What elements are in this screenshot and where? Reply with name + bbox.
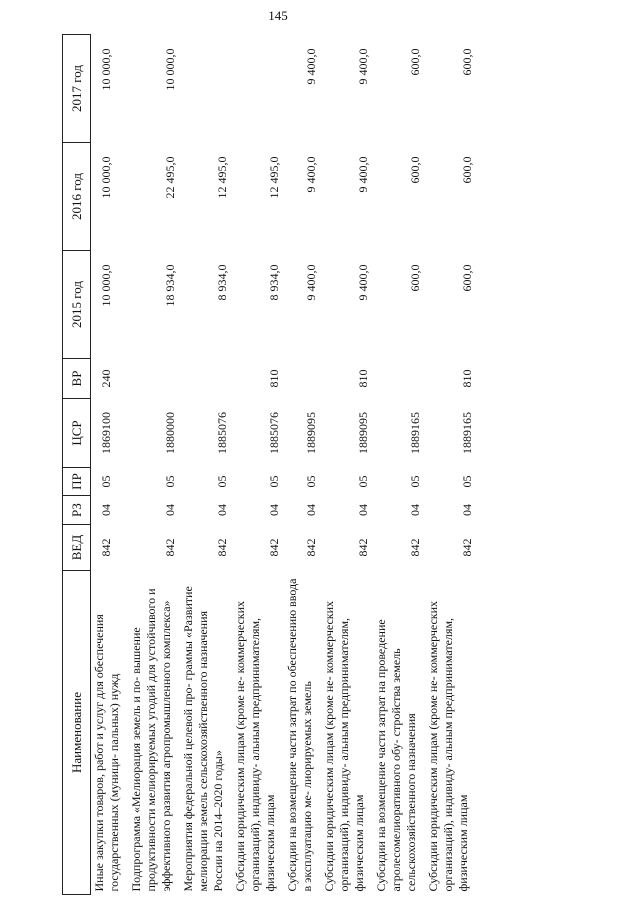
cell-name: Субсидии юридическим лицам (кроме не- коммерческих организаций), индивиду- альным предпринимателям, физическим лицам bbox=[233, 600, 277, 892]
cell-2016: 600,0 bbox=[408, 156, 422, 184]
table-row bbox=[425, 35, 477, 895]
table-row bbox=[91, 35, 129, 895]
cell-name: Субсидии юридическим лицам (кроме не- коммерческих организаций), индивиду- альным предпринимателям, физическим лицам bbox=[322, 600, 366, 892]
cell-rz: 04 bbox=[460, 504, 474, 516]
table-row bbox=[232, 35, 284, 895]
table-row bbox=[284, 35, 321, 895]
cell-rz: 04 bbox=[267, 504, 281, 516]
rotated-table-container bbox=[62, 35, 622, 895]
cell-vr: 810 bbox=[460, 369, 474, 388]
cell-pr: 05 bbox=[460, 475, 474, 488]
header-rz: РЗ bbox=[63, 496, 91, 525]
cell-2017: 600,0 bbox=[460, 48, 474, 76]
cell-rz: 04 bbox=[99, 504, 113, 516]
cell-pr: 05 bbox=[215, 475, 229, 488]
cell-2015: 9 400,0 bbox=[356, 264, 370, 301]
cell-2017: 9 400,0 bbox=[304, 48, 318, 85]
table-row bbox=[321, 35, 373, 895]
cell-pr: 05 bbox=[99, 475, 113, 488]
cell-name: Иные закупки товаров, работ и услуг для обеспечения государственных (муници- пальных) нужд bbox=[92, 614, 121, 892]
cell-2017: 9 400,0 bbox=[356, 48, 370, 85]
cell-ved: 842 bbox=[99, 538, 113, 557]
cell-2016: 22 495,0 bbox=[163, 156, 177, 199]
cell-pr: 05 bbox=[304, 475, 318, 488]
cell-ved: 842 bbox=[356, 538, 370, 557]
cell-csr: 1885076 bbox=[267, 412, 281, 454]
cell-2015: 8 934,0 bbox=[267, 264, 281, 301]
header-2016: 2016 год bbox=[63, 143, 91, 251]
table-row bbox=[180, 35, 232, 895]
cell-2017 bbox=[232, 35, 284, 143]
cell-2017: 600,0 bbox=[408, 48, 422, 76]
cell-ved: 842 bbox=[163, 538, 177, 557]
table-header bbox=[63, 35, 91, 895]
budget-table bbox=[62, 34, 477, 895]
cell-2015: 8 934,0 bbox=[215, 264, 229, 301]
cell-2016: 10 000,0 bbox=[99, 156, 113, 199]
header-vr: ВР bbox=[63, 359, 91, 399]
cell-pr: 05 bbox=[267, 475, 281, 488]
cell-2016: 600,0 bbox=[460, 156, 474, 184]
header-2015: 2015 год bbox=[63, 251, 91, 359]
cell-name: Субсидии на возмещение части затрат на проведение агролесомелиоративного обу- стройства земель сельскохозяйственного назначения bbox=[374, 619, 418, 892]
cell-csr: 1889095 bbox=[304, 412, 318, 454]
cell-2016: 12 495,0 bbox=[215, 156, 229, 199]
cell-2015: 600,0 bbox=[460, 264, 474, 292]
cell-pr: 05 bbox=[163, 475, 177, 488]
page-number: 145 bbox=[268, 8, 288, 23]
cell-2017 bbox=[180, 35, 232, 143]
cell-2015: 18 934,0 bbox=[163, 264, 177, 307]
header-name: Наименование bbox=[63, 571, 91, 895]
cell-rz: 04 bbox=[356, 504, 370, 516]
cell-csr: 1869100 bbox=[99, 412, 113, 454]
table-row bbox=[128, 35, 180, 895]
cell-vr bbox=[284, 359, 321, 399]
cell-vr bbox=[180, 359, 232, 399]
cell-vr: 810 bbox=[267, 369, 281, 388]
header-2017: 2017 год bbox=[63, 35, 91, 143]
cell-2015: 10 000,0 bbox=[99, 264, 113, 307]
cell-pr: 05 bbox=[408, 475, 422, 488]
cell-name: Мероприятия федеральной целевой про- граммы «Развитие мелиорации земель сельскохозяйственного назначения России на 2014–2020 годы» bbox=[181, 586, 225, 892]
cell-2016: 12 495,0 bbox=[267, 156, 281, 199]
cell-rz: 04 bbox=[163, 504, 177, 516]
cell-2016: 9 400,0 bbox=[356, 156, 370, 193]
cell-vr: 810 bbox=[356, 369, 370, 388]
cell-csr: 1880000 bbox=[163, 412, 177, 454]
cell-name: Субсидии на возмещение части затрат по обеспечению ввода в эксплуатацию ме- лиорируемых земель bbox=[285, 578, 314, 892]
cell-2017: 10 000,0 bbox=[163, 48, 177, 91]
cell-vr: 240 bbox=[99, 369, 113, 388]
cell-name: Субсидии юридическим лицам (кроме не- коммерческих организаций), индивиду- альным предпринимателям, физическим лицам bbox=[426, 600, 470, 892]
cell-rz: 04 bbox=[304, 504, 318, 516]
cell-2015: 600,0 bbox=[408, 264, 422, 292]
cell-csr: 1889165 bbox=[460, 412, 474, 454]
cell-2016: 9 400,0 bbox=[304, 156, 318, 193]
header-csr: ЦСР bbox=[63, 399, 91, 468]
cell-vr bbox=[128, 359, 180, 399]
table-body bbox=[91, 35, 478, 895]
table-row bbox=[373, 35, 425, 895]
cell-csr: 1889165 bbox=[408, 412, 422, 454]
cell-csr: 1885076 bbox=[215, 412, 229, 454]
cell-ved: 842 bbox=[460, 538, 474, 557]
cell-2015: 9 400,0 bbox=[304, 264, 318, 301]
cell-pr: 05 bbox=[356, 475, 370, 488]
header-pr: ПР bbox=[63, 468, 91, 496]
cell-ved: 842 bbox=[215, 538, 229, 557]
cell-vr bbox=[373, 359, 425, 399]
cell-ved: 842 bbox=[267, 538, 281, 557]
cell-ved: 842 bbox=[304, 538, 318, 557]
cell-csr: 1889095 bbox=[356, 412, 370, 454]
cell-name: Подпрограмма «Мелиорация земель и по- вышение продуктивности мелиорируемых угодий для устойчивого и эффективного развития агропромышленного комплекса» bbox=[129, 588, 173, 892]
cell-2017: 10 000,0 bbox=[99, 48, 113, 91]
cell-rz: 04 bbox=[215, 504, 229, 516]
cell-rz: 04 bbox=[408, 504, 422, 516]
header-ved: ВЕД bbox=[63, 525, 91, 571]
cell-ved: 842 bbox=[408, 538, 422, 557]
